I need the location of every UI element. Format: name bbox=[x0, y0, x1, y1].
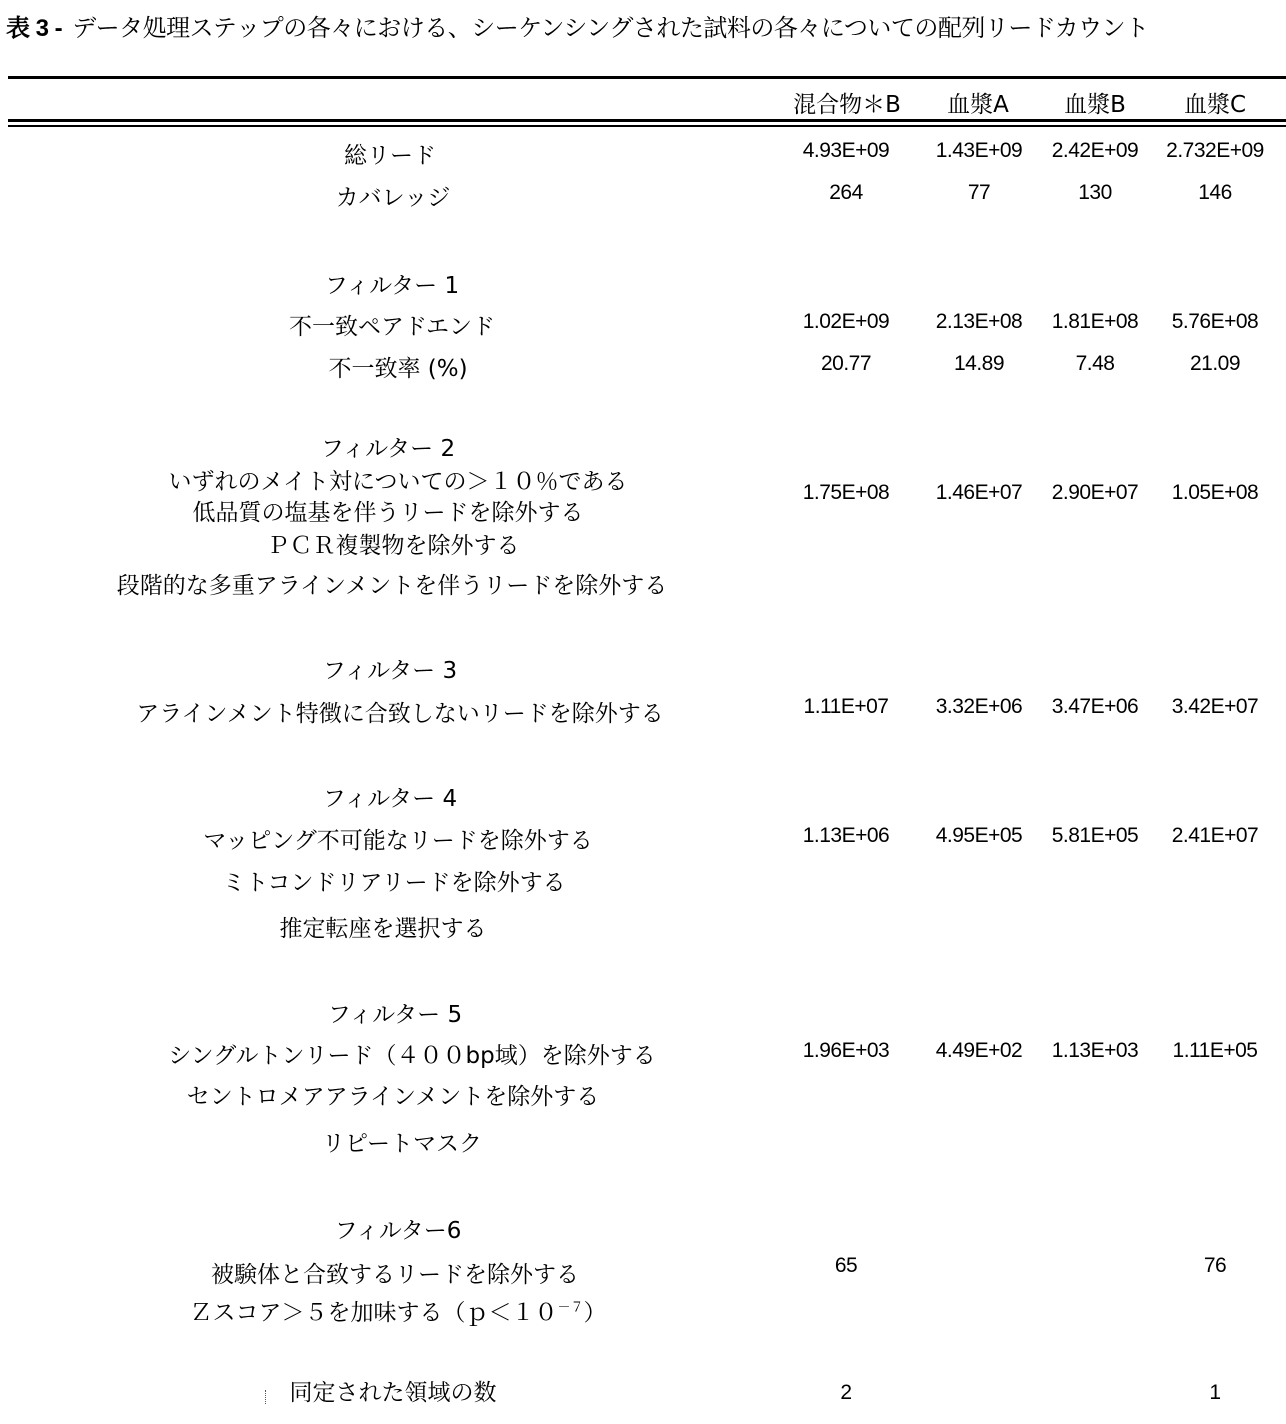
filter-3-heading: フィルター 3 bbox=[322, 658, 458, 684]
top-rule bbox=[8, 76, 1286, 79]
zscore-text: Ｚスコア＞５を加味する（ｐ＜１０ bbox=[189, 1300, 558, 1326]
row-label-centromere: セントロメアアラインメントを除外する bbox=[186, 1084, 600, 1110]
cell-filter6-plasma-c: 76 bbox=[1203, 1254, 1227, 1277]
row-label-regions-identified: 同定された領域の数 bbox=[289, 1380, 497, 1406]
cell-discordant-plasma-c: 5.76E+08 bbox=[1171, 310, 1259, 333]
row-label-unmappable: マッピング不可能なリードを除外する bbox=[203, 828, 593, 854]
filter-4-heading: フィルター 4 bbox=[322, 786, 458, 812]
cell-filter2-plasma-a: 1.46E+07 bbox=[935, 481, 1023, 504]
row-label-repeat-mask: リピートマスク bbox=[321, 1131, 483, 1157]
cell-coverage-mixture-b: 264 bbox=[829, 181, 863, 204]
row-label-discordant-pairs: 不一致ペアドエンド bbox=[288, 314, 496, 340]
row-label-total-reads: 総リード bbox=[344, 143, 436, 169]
cell-coverage-plasma-b: 130 bbox=[1078, 181, 1112, 204]
zscore-tail: ） bbox=[583, 1300, 607, 1326]
cell-filter4-plasma-b: 5.81E+05 bbox=[1051, 824, 1139, 847]
row-label-mitochondrial: ミトコンドリアリードを除外する bbox=[222, 870, 566, 896]
cell-coverage-plasma-a: 77 bbox=[967, 181, 991, 204]
cell-discordant-mixture-b: 1.02E+09 bbox=[802, 310, 890, 333]
table-number: 表 3 - bbox=[6, 15, 63, 42]
cell-discordant-plasma-a: 2.13E+08 bbox=[935, 310, 1023, 333]
cell-rate-mixture-b: 20.77 bbox=[820, 352, 872, 375]
cell-filter3-plasma-c: 3.42E+07 bbox=[1171, 695, 1259, 718]
cell-filter4-plasma-c: 2.41E+07 bbox=[1171, 824, 1259, 847]
cell-coverage-plasma-c: 146 bbox=[1198, 181, 1232, 204]
cell-total-reads-plasma-a: 1.43E+09 bbox=[935, 139, 1023, 162]
cell-filter4-mixture-b: 1.13E+06 bbox=[802, 824, 890, 847]
row-label-low-quality: 低品質の塩基を伴うリードを除外する bbox=[192, 500, 584, 526]
column-header-mixture-b: 混合物＊B bbox=[793, 92, 901, 118]
row-label-alignment-features: アラインメント特徴に合致しないリードを除外する bbox=[136, 701, 664, 727]
row-label-discordant-rate: 不一致率 (%) bbox=[328, 356, 468, 382]
cell-filter5-plasma-b: 1.13E+03 bbox=[1051, 1039, 1139, 1062]
row-label-pcr-duplicates: ＰＣＲ複製物を除外する bbox=[266, 533, 520, 559]
cell-total-reads-mixture-b: 4.93E+09 bbox=[802, 139, 890, 162]
cell-filter2-plasma-c: 1.05E+08 bbox=[1171, 481, 1259, 504]
table-title: データ処理ステップの各々における、シーケンシングされた試料の各々についての配列リードカウント bbox=[72, 14, 1149, 42]
cell-filter5-mixture-b: 1.96E+03 bbox=[802, 1039, 890, 1062]
cell-total-reads-plasma-c: 2.732E+09 bbox=[1166, 139, 1264, 162]
cell-total-reads-plasma-b: 2.42E+09 bbox=[1051, 139, 1139, 162]
cell-filter2-plasma-b: 2.90E+07 bbox=[1051, 481, 1139, 504]
cell-filter4-plasma-a: 4.95E+05 bbox=[935, 824, 1023, 847]
cell-filter5-plasma-c: 1.11E+05 bbox=[1172, 1039, 1258, 1062]
cell-rate-plasma-c: 21.09 bbox=[1189, 352, 1241, 375]
cell-discordant-plasma-b: 1.81E+08 bbox=[1051, 310, 1139, 333]
cell-rate-plasma-b: 7.48 bbox=[1075, 352, 1115, 375]
column-header-plasma-a: 血漿A bbox=[947, 92, 1009, 118]
row-label-multi-alignment: 段階的な多重アラインメントを伴うリードを除外する bbox=[116, 573, 668, 599]
cell-regions-mixture-b: 2 bbox=[840, 1381, 852, 1404]
filter-5-heading: フィルター 5 bbox=[327, 1002, 463, 1028]
row-label-putative-translocation: 推定転座を選択する bbox=[279, 916, 487, 942]
row-label-match-subject: 被験体と合致するリードを除外する bbox=[211, 1262, 579, 1288]
header-rule-lower bbox=[8, 125, 1286, 127]
filter-1-heading: フィルター 1 bbox=[324, 273, 460, 299]
filter-6-heading: フィルター6 bbox=[334, 1218, 462, 1244]
cell-filter3-plasma-b: 3.47E+06 bbox=[1051, 695, 1139, 718]
cell-filter3-plasma-a: 3.32E+06 bbox=[935, 695, 1023, 718]
row-label-mate-pair: いずれのメイト対についての＞１０％である bbox=[168, 469, 628, 495]
row-label-coverage: カバレッジ bbox=[335, 185, 451, 211]
cell-filter3-mixture-b: 1.11E+07 bbox=[803, 695, 889, 718]
cell-regions-plasma-c: 1 bbox=[1209, 1381, 1221, 1404]
row-label-singleton: シングルトンリード（４００bp域）を除外する bbox=[168, 1043, 656, 1069]
cell-filter5-plasma-a: 4.49E+02 bbox=[935, 1039, 1023, 1062]
row-label-zscore bbox=[189, 1294, 606, 1327]
column-header-plasma-b: 血漿B bbox=[1064, 92, 1126, 118]
header-rule-upper bbox=[8, 119, 1286, 122]
table-caption bbox=[6, 8, 1149, 43]
cell-rate-plasma-a: 14.89 bbox=[953, 352, 1005, 375]
column-header-plasma-c: 血漿C bbox=[1183, 92, 1247, 118]
filter-2-heading: フィルター 2 bbox=[320, 436, 456, 462]
cell-marker bbox=[265, 1390, 267, 1404]
cell-filter6-mixture-b: 65 bbox=[834, 1254, 858, 1277]
cell-filter2-mixture-b: 1.75E+08 bbox=[802, 481, 890, 504]
zscore-exponent: －７ bbox=[557, 1300, 584, 1316]
